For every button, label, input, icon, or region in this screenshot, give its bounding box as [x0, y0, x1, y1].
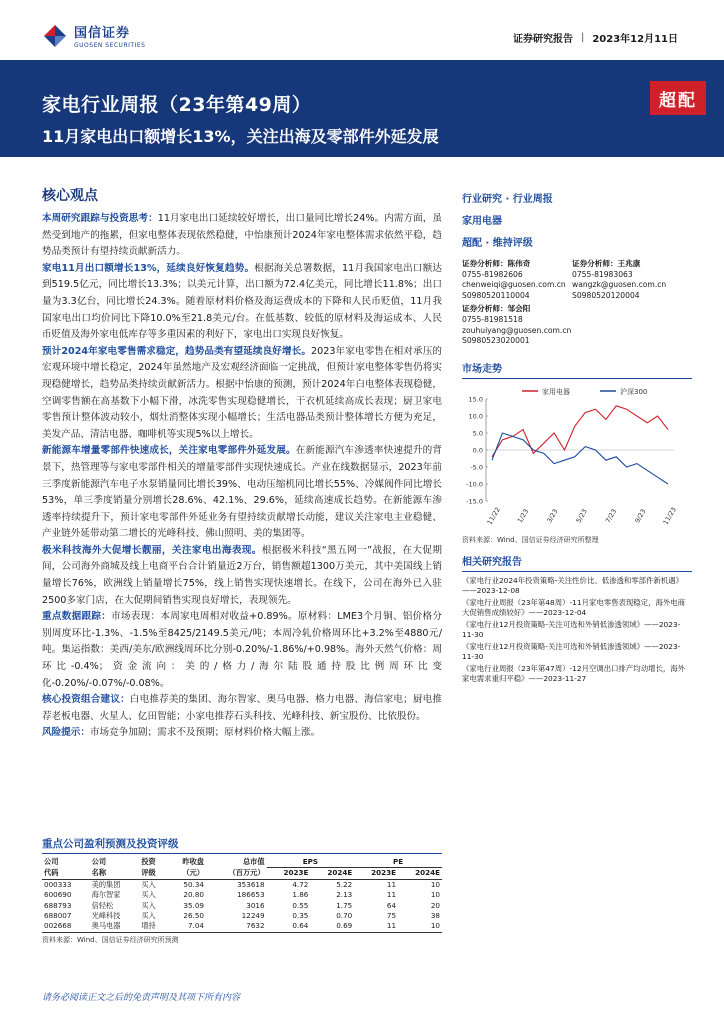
paragraph-body: 市场表现：本周家电周相对收益+0.89%。原材料：LME3个月铜、铝价格分别周度环比-1.3%、-1.5%至8425/2149.5美元/吨；本周冷轧价格周环比+3.2%至4880元/吨。集运指数：美西/美东/欧洲线周环比分别-0.20%/-1.86%/+0.98%。海外天然气价格：周环比-0.4%；资金流向：美的/格力/海尔陆股通持股比例周环比变化-0.20%/-0.07%/-0.08%。 [42, 611, 442, 689]
table-cell: 7.04 [167, 921, 206, 932]
forecast-table-title: 重点公司盈利预测及投资评级 [42, 836, 442, 854]
forecast-table [42, 857, 442, 933]
core-views-heading: 核心观点 [42, 188, 98, 204]
related-reports [462, 576, 692, 685]
table-cell: 12249 [241, 911, 265, 921]
x-tick-label: 11/23 [661, 505, 678, 526]
y-tick-label: 15.0 [468, 395, 483, 404]
analyst-2: 证券分析师：王兆康 0755-81983063 wangzk@guosen.com.cn S0980520120004 [572, 259, 667, 300]
table-row [42, 911, 442, 921]
table-cell: 买入 [141, 879, 156, 889]
market-trend-heading: 市场走势 [462, 360, 692, 379]
rating-line: 超配 · 维持评级 [462, 238, 533, 249]
table-cell: 64 [386, 900, 397, 910]
forecast-table-section [42, 836, 442, 945]
table-cell: 11 [386, 879, 397, 889]
y-tick-label: 5.0 [472, 429, 483, 438]
table-cell: 10 [398, 921, 442, 932]
table-cell: 75 [386, 911, 397, 921]
related-report-item[interactable] [462, 598, 692, 619]
report-subtitle: 11月家电出口额增长13%，关注出海及零部件外延发展 [42, 127, 439, 146]
table-cell: 20 [430, 900, 440, 910]
related-report-item[interactable] [462, 576, 692, 597]
x-tick-label: 5/23 [574, 507, 589, 525]
table-cell: 10 [430, 879, 440, 889]
table-body [42, 879, 442, 932]
legend-label: 家用电器 [542, 387, 570, 396]
sector-label: 家用电器 [462, 216, 502, 227]
y-tick-label: -15.0 [466, 497, 483, 506]
rating-badge: 超配 [650, 81, 706, 115]
core-view-paragraph [42, 443, 442, 543]
x-tick-label: 1/23 [515, 507, 531, 525]
report-title: 家电行业周报（23年第49周） [42, 94, 312, 116]
table-cell: 38 [430, 911, 440, 921]
core-views [42, 185, 442, 742]
table-cell: 4.72 [292, 879, 309, 889]
report-date: ——2023-12-08 [462, 586, 520, 596]
disclaimer-footer: 请务必阅读正文之后的免责声明及其项下所有内容 [42, 993, 241, 1003]
core-view-paragraph [42, 211, 442, 261]
y-tick-label: 0.0 [472, 446, 483, 455]
table-source: 资料来源：Wind、国信证券经济研究所预测 [42, 935, 179, 944]
table-cell: 奥马电器 [90, 921, 140, 932]
table-cell: 0.35 [292, 911, 309, 921]
paragraph-body: 根据极米科技“黑五网一”战报，在大促期间，公司海外商城及线上电商平台合计销量近2万台，销售额超1300万美元，其中美国线上销量增长76%，欧洲线上销量增长75%，线上销售实现快速增长。在线下，公司在海外已入驻2500多家门店，在大促期间销售实现良好增长，表现领先。 [42, 544, 442, 606]
table-cell: 353618 [237, 879, 265, 889]
related-report-item[interactable] [462, 664, 692, 685]
logo-sub: GUOSEN SECURITIES [74, 42, 146, 49]
report-date: ——2023-11-30 [462, 641, 681, 662]
report-title: 《家电行业2024年投资策略-关注性价比、低渗透和零部件新机遇》 [462, 575, 684, 585]
table-cell: 5.22 [336, 879, 353, 889]
paragraph-lead: 预计2024年家电零售需求稳定，趋势品类有望延续良好增长。 [42, 345, 312, 357]
paragraph-body: 11月家电出口延续较好增长，出口量同比增长24%。内需方面，虽然受到地产的拖累，但家电整体表现依然稳健，中怡康预计2024年家电整体需求依然平稳，趋势品类预计有望持续贡献新活力。 [42, 213, 443, 258]
market-chart-svg [462, 383, 682, 533]
report-date: ——2023-11-27 [528, 674, 587, 684]
core-views-body [42, 211, 442, 742]
y-tick-label: 10.0 [468, 412, 483, 421]
y-tick-label: -10.0 [466, 480, 483, 489]
table-cell: 光峰科技 [91, 911, 121, 921]
paragraph-body: 根据海关总署数据，11月我国家电出口额达到519.5亿元，同比增长13.3%；以美元计算，出口额为72.4亿美元，同比增长11.8%；出口量为3.3亿台，同比增长24.3%。随着原材料价格及海运费成本的下降和人民币贬值，11月我国家电出口均价同比下降10.0%至21.8美元/台。在低基数、较低的原材料及海运成本、人民币贬值及海外家电低库存等多重因素的利好下，家电出口实现良好恢复。 [42, 262, 442, 341]
table-cell: 35.09 [183, 900, 204, 910]
core-view-paragraph [42, 609, 442, 692]
table-cell: 1.86 [292, 890, 309, 900]
table-cell: 海尔智家 [91, 890, 121, 900]
series-line [492, 406, 668, 457]
report-date: ——2023-11-30 [462, 619, 681, 640]
table-cell: 002668 [42, 921, 90, 932]
chart-source: 资料来源：Wind、国信证券经济研究所整理 [462, 535, 599, 544]
analyst-1: 证券分析师：陈伟奇 0755-81982606 chenweiqi@guosen.com.cn S0980520110004 [462, 259, 566, 300]
header-separator: | [580, 32, 585, 43]
paragraph-lead: 本周研究跟踪与投资思考： [42, 213, 158, 224]
table-cell: 000333 [44, 879, 72, 889]
analyst-3: 证券分析师：邹会阳 0755-81981518 zouhuiyang@guosen.com.cn S0980523020001 [462, 304, 572, 346]
table-row [42, 890, 442, 900]
table-row [42, 879, 442, 890]
table-cell: 买入 [141, 911, 156, 921]
legend-label: 沪深300 [620, 387, 648, 396]
table-cell: 600690 [44, 890, 72, 900]
x-tick-label: 3/23 [545, 507, 560, 525]
paragraph-body: 白电推荐美的集团、海尔智家、奥马电器、格力电器、海信家电；厨电推荐老板电器、火星人、亿田智能；小家电推荐石头科技、光峰科技、新宝股份、比依股份。 [42, 694, 443, 722]
paragraph-lead: 新能源车增量零部件快速成长，关注家电零部件外延发展。 [42, 445, 296, 457]
table-cell: 688793 [44, 900, 72, 910]
related-report-item[interactable] [462, 620, 692, 641]
report-title: 《家电行业12月投资策略-关注可选和外销低渗透领域》 [462, 641, 645, 651]
table-cell: 10 [430, 890, 440, 900]
paragraph-body: 市场竞争加剧；需求不及预期；原材料价格大幅上涨。 [89, 727, 321, 739]
table-cell: 26.50 [183, 911, 204, 921]
report-date: 2023年12月11日 [592, 34, 678, 45]
core-view-paragraph [42, 261, 442, 344]
core-view-paragraph [42, 725, 442, 742]
report-type: 证券研究报告 [512, 34, 573, 45]
table-cell: 0.70 [336, 911, 353, 921]
paragraph-lead: 风险提示： [42, 727, 90, 739]
paragraph-lead: 家电11月出口额增长13%，延续良好恢复趋势。 [42, 262, 255, 274]
table-cell: 倍轻松 [91, 900, 114, 910]
report-title: 《家电行业周报（23年第47周）-12月空调出口排产均动增长，海外家电需求重归平稳》 [462, 663, 686, 684]
series-line [492, 433, 668, 484]
paragraph-lead: 重点数据跟踪： [42, 611, 112, 623]
core-view-paragraph [42, 344, 442, 444]
report-date: ——2023-12-04 [528, 608, 587, 618]
table-cell: 11 [386, 890, 397, 900]
core-view-paragraph [42, 692, 442, 725]
logo-name: 国信证券 [74, 26, 131, 41]
table-cell: 0.64 [267, 921, 311, 932]
table-header-row-2: 代码 名称 评级 （元） （百万元） 2023E 2024E 2023E 2024E [44, 868, 440, 878]
market-chart [462, 383, 682, 533]
report-title: 《家电行业12月投资策略-关注可选和外销低渗透领域》 [462, 619, 645, 629]
table-cell: 0.69 [310, 921, 354, 932]
table-cell: 3016 [246, 900, 265, 910]
analyst-list [462, 259, 692, 350]
table-cell: 20.80 [183, 890, 204, 900]
table-cell: 11 [354, 921, 398, 932]
x-tick-label: 11/22 [485, 505, 502, 526]
table-row [42, 901, 442, 911]
related-reports-heading: 相关研究报告 [462, 553, 692, 572]
paragraph-lead: 核心投资组合建议： [42, 694, 130, 706]
title-band [0, 60, 724, 157]
table-cell: 0.55 [292, 900, 309, 910]
paragraph-body: 2023年家电零售在相对承压的宏观环境中增长稳定，2024年虽然地产及宏观经济面临一定挑战，但预计家电整体零售仍将实现稳健增长，趋势品类持续贡献新活力。根据中怡康的预测，预计2024年白电整体表现稳健，空调零售额在高基数下小幅下滑，冰洗零售实现稳健增长，干衣机延续高成长表现；厨卫家电零售预计整体波动较小，烟灶消整体实现小幅增长；生活电器品类预计整体增长方便为充足，美发产品、清洁电器、咖啡机等实现5%以上增长。 [42, 345, 443, 440]
y-tick-label: -5.0 [470, 463, 483, 472]
table-cell: 7632 [206, 921, 267, 932]
table-cell: 1.75 [336, 900, 353, 910]
table-cell: 美的集团 [91, 879, 121, 889]
top-bar [0, 0, 724, 60]
paragraph-body: 在新能源汽车渗透率快速提升的背景下，热管理等与家电零部件相关的增量零部件实现快速成长。产业在线数据显示，2023年前三季度新能源汽车电子水泵销量同比增长39%、电动压缩机同比增长55%、冷媒阀件同比增长53%，单三季度销量分别增长28.6%、42.1%、29.6%，延续高速成长趋势。在新能源车渗透率持续提升下，预计家电零部件外延业务有望持续贡献增长动能，建议关注家电主业稳健、产业链外延带动第二增长的光峰科技、佛山照明、美的集团等。 [42, 445, 443, 540]
sidebar [462, 190, 692, 686]
report-title: 《家电行业周报（23年第48周）-11月家电零售表现稳定，海外电商大促销售成绩较好》 [462, 597, 686, 618]
table-cell: 增持 [139, 921, 167, 932]
table-cell: 买入 [141, 890, 156, 900]
related-report-item[interactable] [462, 642, 692, 663]
table-cell: 50.34 [183, 879, 204, 889]
logo-icon [42, 23, 68, 49]
table-cell: 2.13 [336, 890, 353, 900]
logo [42, 22, 145, 49]
table-cell: 688007 [44, 911, 72, 921]
industry-label: 行业研究 · 行业周报 [462, 194, 553, 205]
table-row [42, 921, 442, 932]
x-tick-label: 9/23 [633, 507, 648, 525]
x-tick-label: 7/23 [603, 507, 619, 525]
paragraph-lead: 极米科技海外大促增长靓丽，关注家电出海表现。 [42, 544, 262, 556]
header-meta [513, 30, 678, 45]
table-header-row-1: 公司 公司 投资 昨收盘 总市值 EPS PE [42, 857, 442, 868]
core-view-paragraph [42, 543, 442, 609]
table-cell: 买入 [141, 900, 156, 910]
table-cell: 186653 [237, 890, 265, 900]
